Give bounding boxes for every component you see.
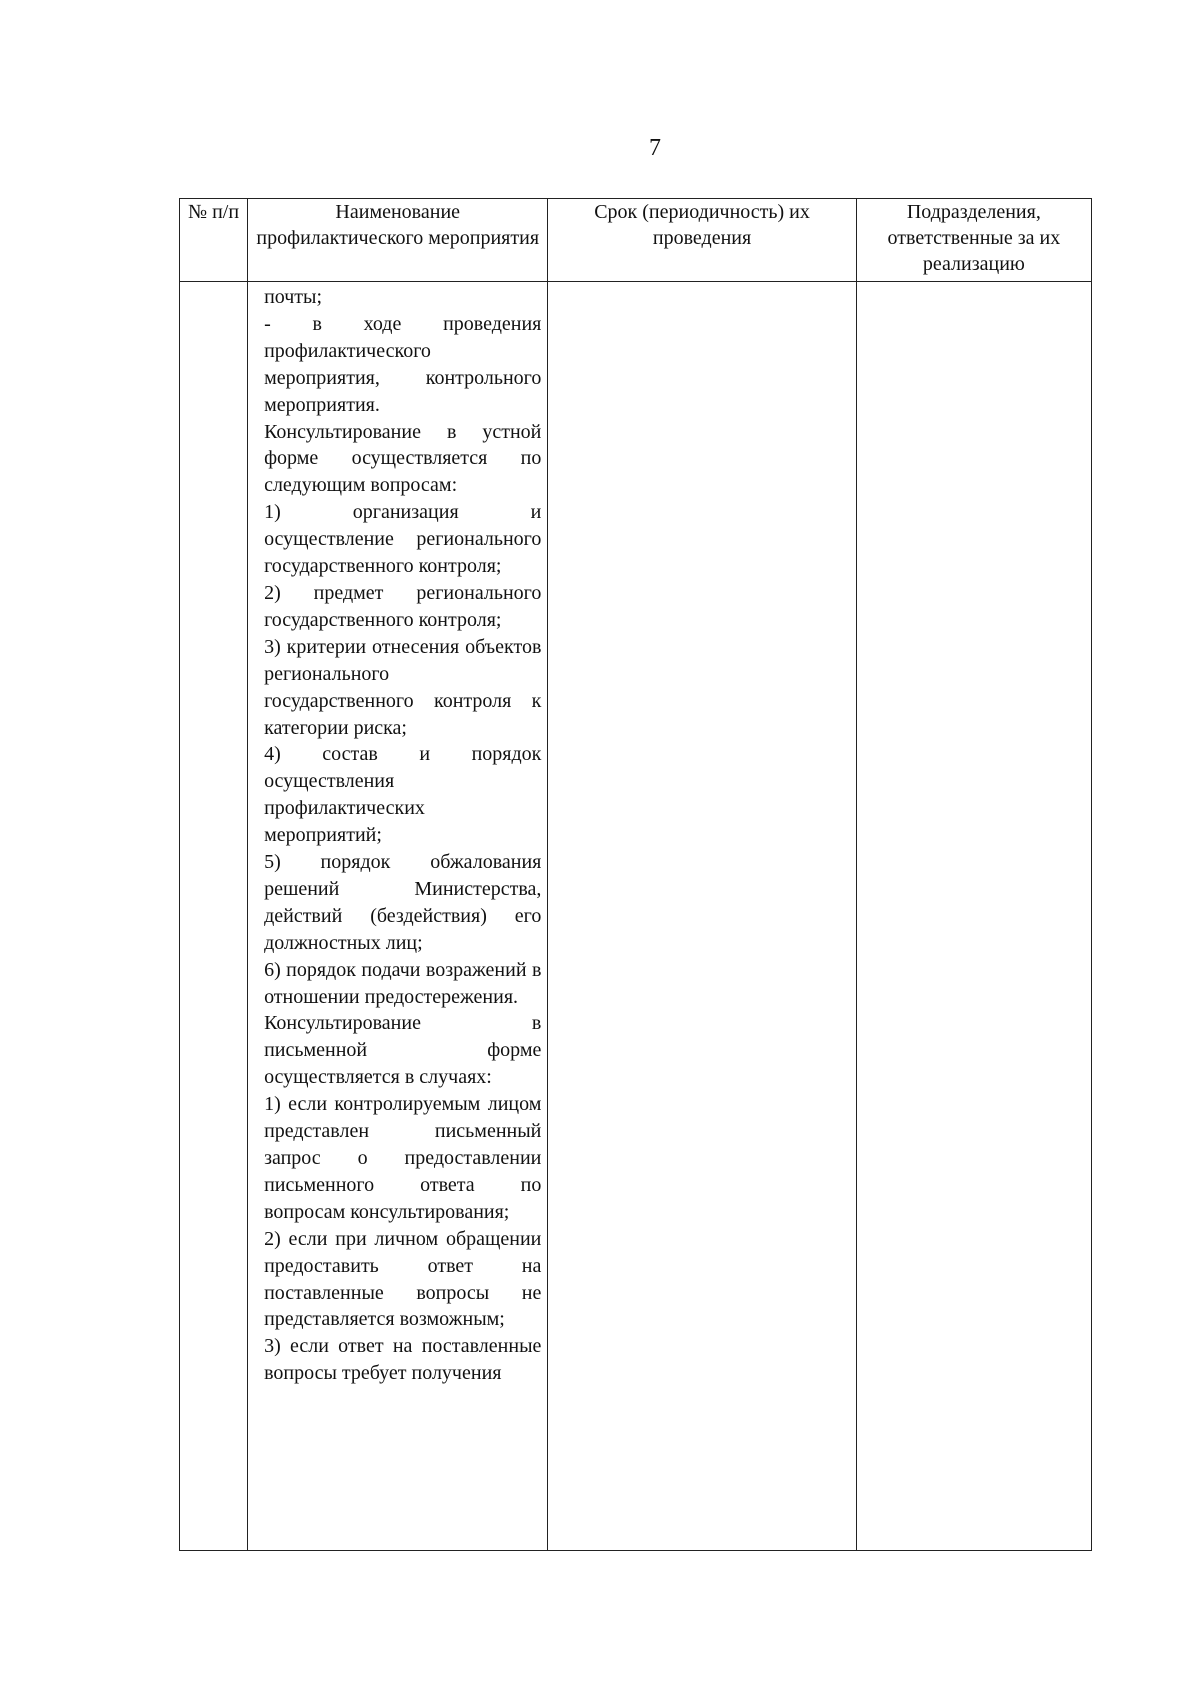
cell-name [248, 282, 548, 1551]
header-name [248, 199, 548, 282]
description-line: 4) состав и порядок осуществления профилактических мероприятий; [264, 743, 542, 847]
header-term [548, 199, 856, 282]
description-line: 5) порядок обжалования решений Министерства, действий (бездействия) его должностных лиц; [264, 851, 542, 954]
description-line: Консультирование в устной форме осуществляется по следующим вопросам: [264, 420, 542, 497]
header-term-label: Срок (периодичность) их проведения [594, 201, 810, 249]
description-line: 6) порядок подачи возражений в отношении предостережения. [264, 958, 542, 1008]
description-line: 3) критерии отнесения объектов регионального государственного контроля к категории риска; [264, 635, 542, 739]
description-line: 3) если ответ на поставленные вопросы требует получения [264, 1335, 542, 1385]
table-header-row [180, 199, 1092, 282]
table-row [180, 282, 1092, 1551]
page-number: 7 [649, 135, 661, 161]
description-line: - в ходе проведения профилактического мероприятия, контрольного мероприятия. [264, 312, 542, 416]
description-line: 2) если при личном обращении предоставить ответ на поставленные вопросы не представляется возможным; [264, 1227, 542, 1331]
description-line: 2) предмет регионального государственного контроля; [264, 581, 542, 631]
cell-units [856, 282, 1091, 1551]
header-num-label: № п/п [188, 201, 240, 223]
header-units-label: Подразделения, ответственные за их реализацию [887, 201, 1061, 275]
cell-num [180, 282, 248, 1551]
description-line: 1) если контролируемым лицом представлен письменный запрос о предоставлении письменного ответа по вопросам консультирования; [264, 1093, 542, 1223]
description-line: 1) организация и осуществление регионального государственного контроля; [264, 501, 542, 578]
header-num [180, 199, 248, 282]
header-name-label: Наименование профилактического мероприятия [256, 201, 540, 249]
cell-term [548, 282, 856, 1551]
header-units [856, 199, 1091, 282]
measures-table [179, 198, 1092, 1551]
description-line: почты; [264, 286, 323, 308]
measure-description [248, 282, 547, 1387]
description-line: Консультирование в письменной форме осуществляется в случаях: [264, 1012, 542, 1089]
